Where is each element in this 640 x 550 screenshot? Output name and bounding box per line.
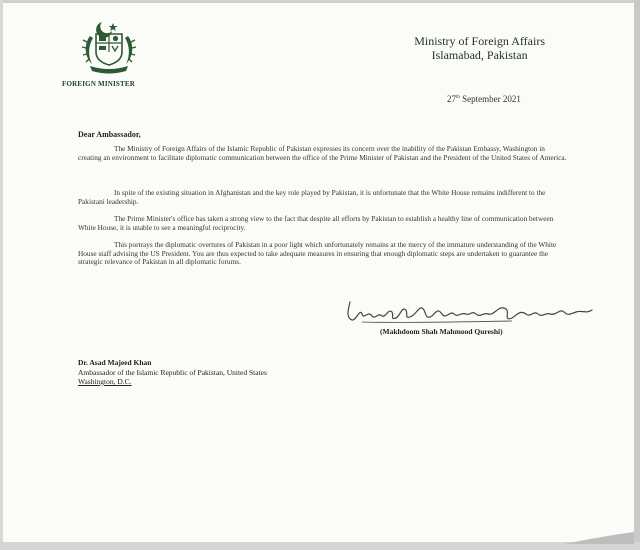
- body-paragraph: The Prime Minister's office has taken a strong view to the fact that despite all efforts by Pakistan to establish a healthy line of communication between White House, it is unable to see a meaningful reciprocity.: [78, 214, 554, 232]
- body-paragraph: The Ministry of Foreign Affairs of the Islamic Republic of Pakistan expresses its concern over the inability of the Pakistan Embassy, Washington in creating an environment to facilitate diplomatic communication between the office of the Prime Minister of Pakistan and the President of the United States of America.: [78, 144, 567, 162]
- date-day: 27: [447, 94, 456, 104]
- ministry-city: Islamabad, Pakistan: [431, 48, 528, 62]
- scan-border-left: [0, 0, 3, 550]
- recipient-name: Dr. Asad Majeed Khan: [78, 358, 152, 367]
- recipient-title: Ambassador of the Islamic Republic of Pakistan, United States: [78, 367, 267, 377]
- state-emblem-icon: [78, 18, 140, 74]
- scan-border-top: [0, 0, 640, 3]
- office-label: FOREIGN MINISTER: [62, 80, 136, 88]
- salutation: Dear Ambassador,: [78, 130, 141, 139]
- handwritten-signature: [342, 296, 600, 326]
- body-paragraph: This portrays the diplomatic overtures of Pakistan in a poor light which unfortunately remains at the mercy of the immature understanding of the White House staff advising the US President. You are thus expected to take adequate measures in ensuring that enough diplomatic steps are undertaken to guarantee the strategic relevance of Pakistan in all diplomatic forums.: [78, 240, 557, 267]
- recipient-place: Washington, D.C.: [78, 377, 132, 386]
- date-day-suffix: th: [456, 95, 460, 100]
- page-edge-shadow: [564, 532, 634, 544]
- ministry-name: Ministry of Foreign Affairs: [414, 34, 545, 48]
- body-paragraph: In spite of the existing situation in Afghanistan and the key role played by Pakistan, it is unfortunate that the White House remains indifferent to the Pakistani leadership.: [78, 188, 546, 206]
- letter-date: [447, 94, 521, 104]
- scan-border-bottom: [0, 542, 640, 550]
- recipient-block: [78, 358, 267, 387]
- signatory-name: (Makhdoom Shah Mahmood Qureshi): [380, 327, 503, 336]
- date-month-year: September 2021: [459, 94, 521, 104]
- ministry-heading: [414, 34, 545, 62]
- scan-border-right: [634, 0, 640, 550]
